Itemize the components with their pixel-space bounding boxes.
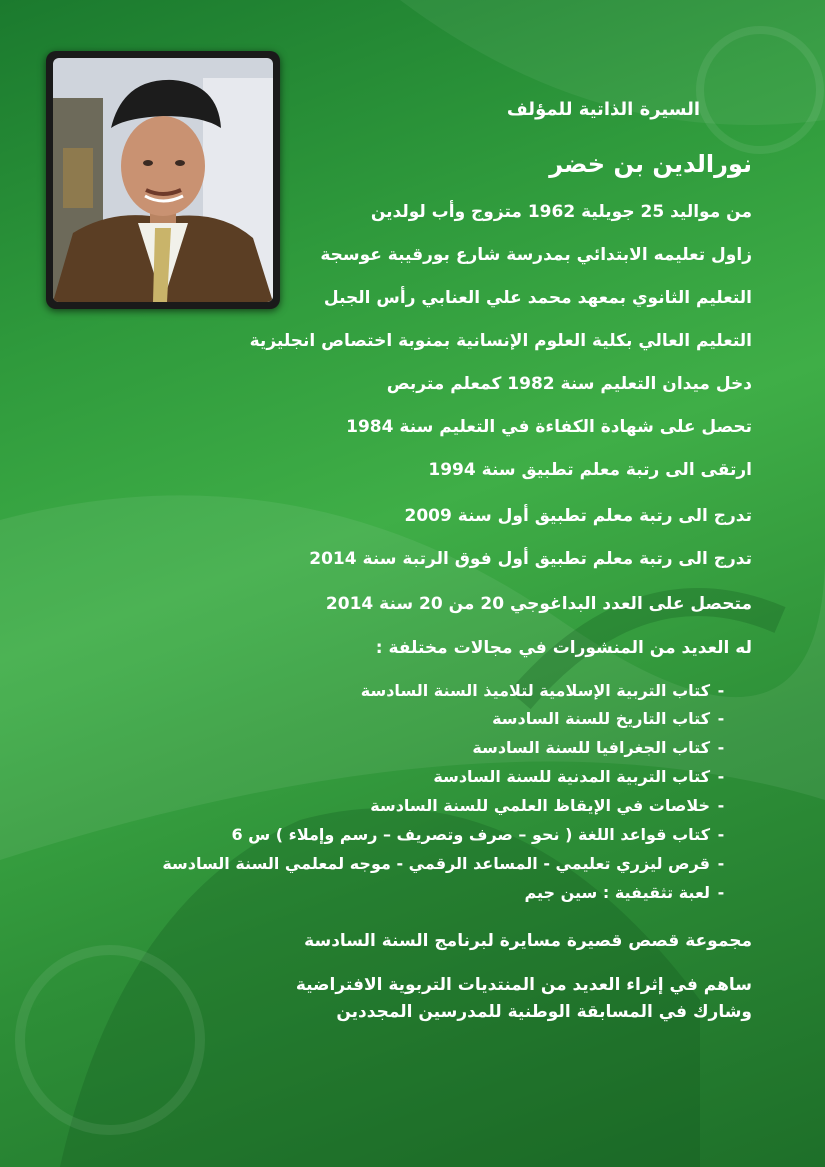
bio-line: له العديد من المنشورات في مجالات مختلفة : xyxy=(375,638,752,658)
bio-line: دخل ميدان التعليم سنة 1982 كمعلم متربص xyxy=(386,374,752,394)
bio-line: التعليم الثانوي بمعهد محمد علي العنابي رأس الجبل xyxy=(323,288,752,308)
document-title: السيرة الذاتية للمؤلف xyxy=(506,99,700,120)
list-dash: - xyxy=(717,796,725,815)
publication-item xyxy=(361,683,732,699)
author-portrait-icon xyxy=(53,58,273,302)
publication-item xyxy=(524,885,732,901)
closing-line: ساهم في إثراء العديد من المنتديات التربوية الافتراضية وشارك في المسابقة الوطنية للمدرسين المجددين xyxy=(295,975,752,1022)
author-photo-frame xyxy=(46,51,280,309)
bio-line: ارتقى الى رتبة معلم تطبيق سنة 1994 xyxy=(428,460,752,480)
bio-line: متحصل على العدد البداغوجي 20 من 20 سنة 2014 xyxy=(325,594,752,614)
list-dash: - xyxy=(717,709,725,728)
bio-line: زاول تعليمه الابتدائي بمدرسة شارع بورقيبة عوسجة xyxy=(320,245,752,265)
publication-text: كتاب قواعد اللغة ( نحو – صرف وتصريف – رسم وإملاء ) س 6 xyxy=(231,825,710,844)
publication-item xyxy=(433,769,732,785)
publication-item xyxy=(492,711,732,727)
closing-line: مجموعة قصص قصيرة مسايرة لبرنامج السنة السادسة xyxy=(304,931,752,951)
bio-line: تدرج الى رتبة معلم تطبيق أول فوق الرتبة سنة 2014 xyxy=(309,549,752,569)
list-dash: - xyxy=(717,854,725,873)
publication-text: كتاب التاريخ للسنة السادسة xyxy=(492,709,710,728)
list-dash: - xyxy=(717,738,725,757)
bio-line: التعليم العالي بكلية العلوم الإنسانية بمنوبة اختصاص انجليزية xyxy=(249,331,752,351)
publication-text: كتاب التربية المدنية للسنة السادسة xyxy=(433,767,710,786)
publication-item xyxy=(370,798,732,814)
list-dash: - xyxy=(717,883,725,902)
publication-item xyxy=(472,740,732,756)
bio-line: تحصل على شهادة الكفاءة في التعليم سنة 1984 xyxy=(346,417,752,437)
publication-text: كتاب الجغرافيا للسنة السادسة xyxy=(472,738,710,757)
publication-item xyxy=(162,856,732,872)
list-dash: - xyxy=(717,767,725,786)
bio-line: تدرج الى رتبة معلم تطبيق أول سنة 2009 xyxy=(404,506,752,526)
publication-item xyxy=(231,827,732,843)
author-name: نورالدين بن خضر xyxy=(549,150,752,178)
publication-text: قرص ليزري تعليمي - المساعد الرقمي - موجه لمعلمي السنة السادسة xyxy=(162,854,710,873)
publication-text: كتاب التربية الإسلامية لتلاميذ السنة السادسة xyxy=(360,681,710,700)
list-dash: - xyxy=(717,681,725,700)
publication-text: خلاصات في الإيقاظ العلمي للسنة السادسة xyxy=(370,796,710,815)
bio-line: من مواليد 25 جويلية 1962 متزوج وأب لولدين xyxy=(370,202,752,222)
list-dash: - xyxy=(717,825,725,844)
publication-text: لعبة تثقيفية : سين جيم xyxy=(524,883,710,902)
